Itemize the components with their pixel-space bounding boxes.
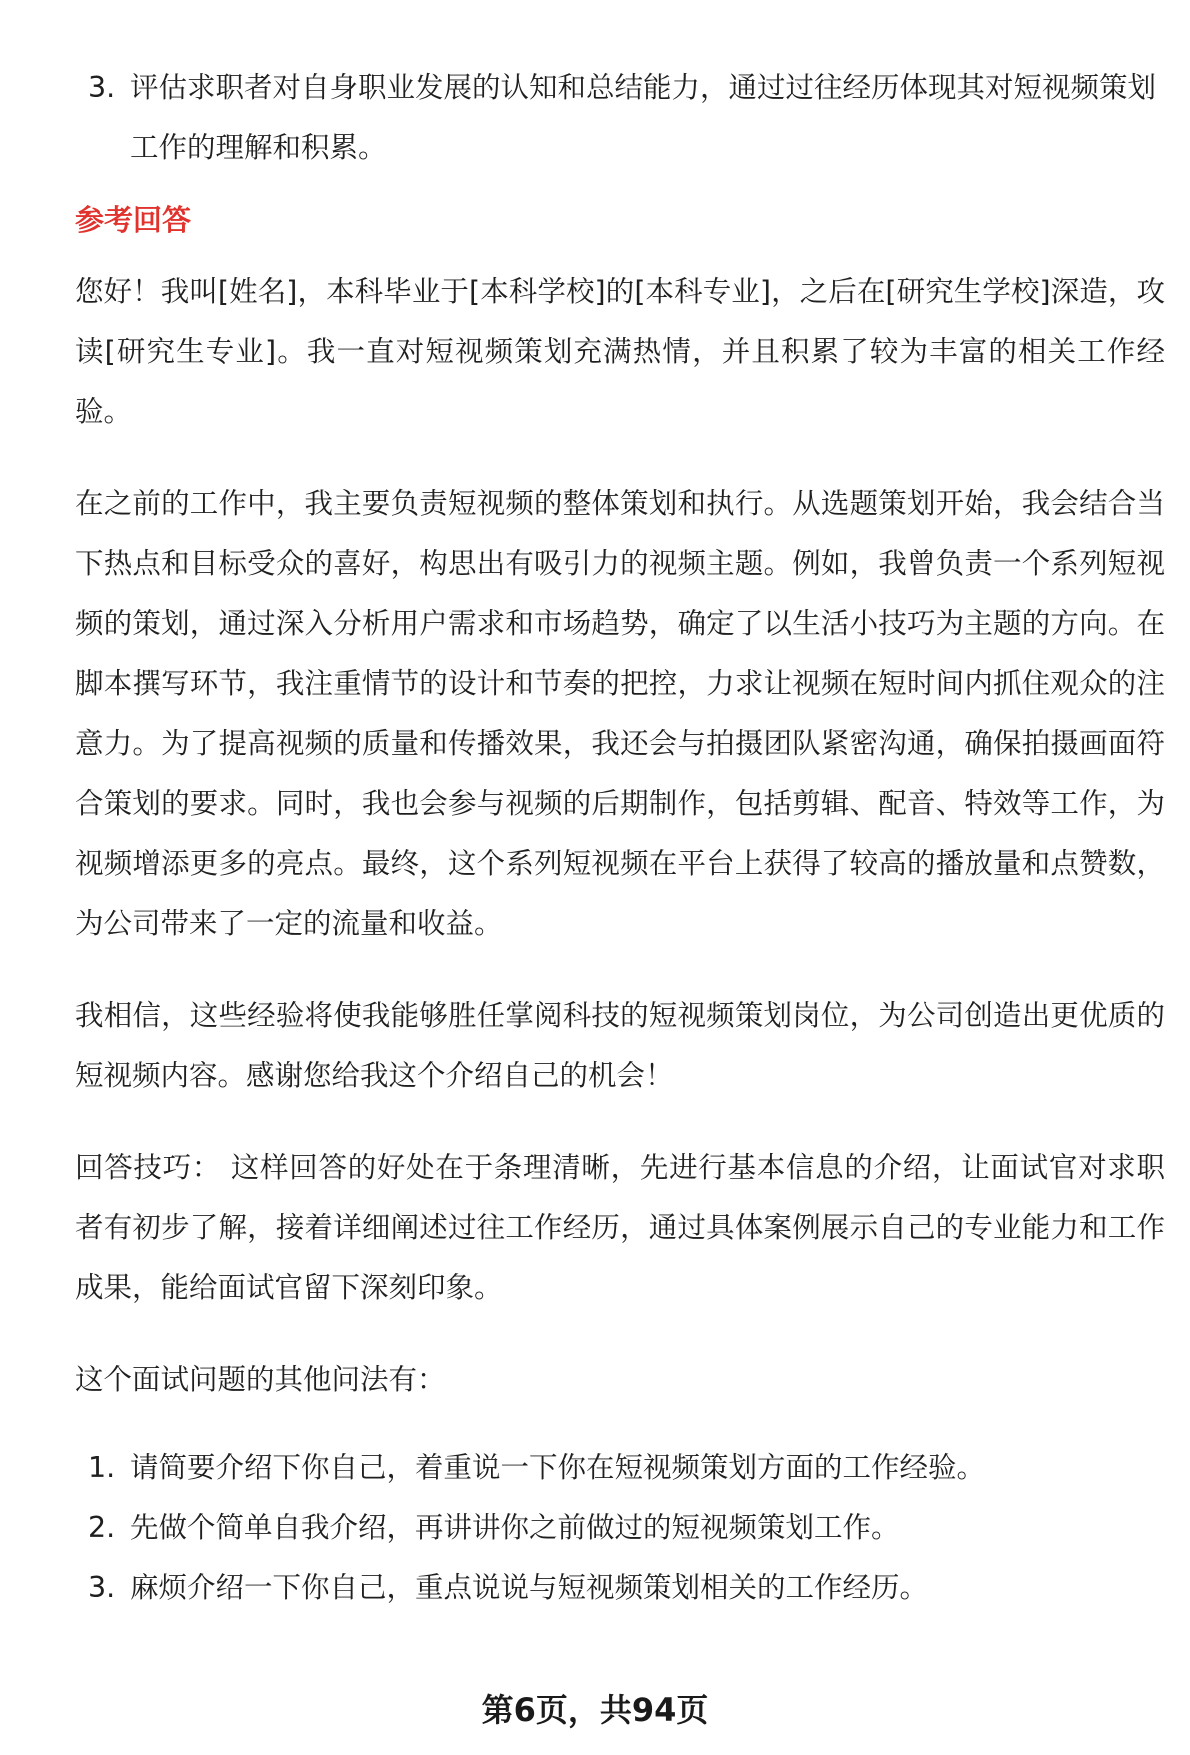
list-item (75, 1438, 1165, 1498)
other-ways-list (75, 1438, 1165, 1618)
list-number: 3. (88, 1571, 116, 1604)
page-footer: 第6页，共94页 (481, 1691, 709, 1729)
list-text: 麻烦介绍一下你自己，重点说说与短视频策划相关的工作经历。 (130, 1571, 929, 1604)
paragraph-intro: 您好！我叫[姓名]，本科毕业于[本科学校]的[本科专业]，之后在[研究生学校]深造，攻读[研究生专业]。我一直对短视频策划充满热情，并且积累了较为丰富的相关工作经验。 (75, 275, 1165, 428)
list-item (75, 58, 1165, 178)
list-number: 3. (88, 71, 116, 104)
list-number: 2. (88, 1511, 116, 1544)
paragraph-experience: 在之前的工作中，我主要负责短视频的整体策划和执行。从选题策划开始，我会结合当下热点和目标受众的喜好，构思出有吸引力的视频主题。例如，我曾负责一个系列短视频的策划，通过深入分析用户需求和市场趋势，确定了以生活小技巧为主题的方向。在脚本撰写环节，我注重情节的设计和节奏的把控，力求让视频在短时间内抓住观众的注意力。为了提高视频的质量和传播效果，我还会与拍摄团队紧密沟通，确保拍摄画面符合策划的要求。同时，我也会参与视频的后期制作，包括剪辑、配音、特效等工作，为视频增添更多的亮点。最终，这个系列短视频在平台上获得了较高的播放量和点赞数，为公司带来了一定的流量和收益。 (75, 487, 1165, 940)
list-text: 评估求职者对自身职业发展的认知和总结能力，通过过往经历体现其对短视频策划工作的理解和积累。 (130, 71, 1157, 164)
answer-tips: 回答技巧： 这样回答的好处在于条理清晰，先进行基本信息的介绍，让面试官对求职者有初步了解，接着详细阐述过往工作经历，通过具体案例展示自己的专业能力和工作成果，能给面试官留下深刻印象。 (75, 1151, 1165, 1304)
list-item (75, 1558, 1165, 1618)
intro-list (75, 58, 1165, 178)
list-number: 1. (88, 1451, 116, 1484)
answer-heading: 参考回答 (75, 203, 192, 237)
other-ways-label: 这个面试问题的其他问法有： (75, 1363, 446, 1396)
list-item (75, 1498, 1165, 1558)
list-text: 请简要介绍下你自己，着重说一下你在短视频策划方面的工作经验。 (130, 1451, 986, 1484)
paragraph-closing: 我相信，这些经验将使我能够胜任掌阅科技的短视频策划岗位，为公司创造出更优质的短视频内容。感谢您给我这个介绍自己的机会！ (75, 999, 1165, 1092)
page-content (75, 58, 1165, 1618)
list-text: 先做个简单自我介绍，再讲讲你之前做过的短视频策划工作。 (130, 1511, 900, 1544)
